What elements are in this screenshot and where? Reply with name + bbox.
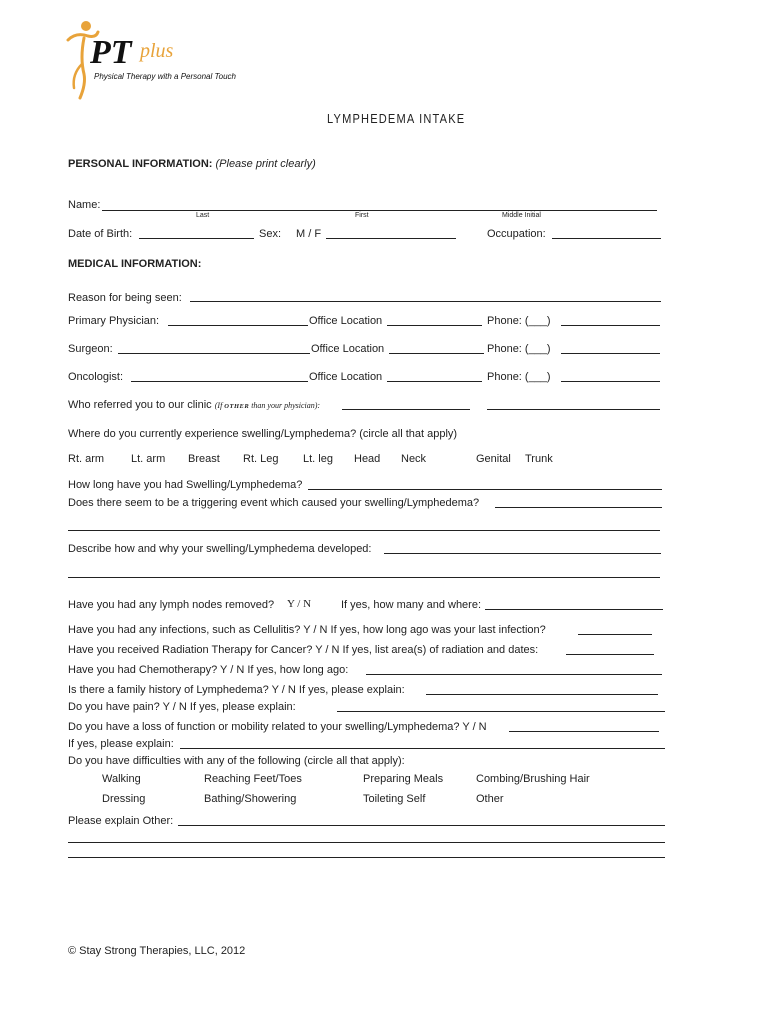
location-neck[interactable]: Neck [401, 453, 427, 465]
difficulty-bathing[interactable]: Bathing/Showering [204, 793, 297, 805]
primary-phone-label: Phone: (___) [487, 315, 551, 327]
swelling-question: Where do you currently experience swelling/Lymphedema? (circle all that apply) [68, 428, 458, 440]
referred-note-post: than your physician): [249, 401, 321, 410]
dob-field[interactable] [139, 238, 254, 239]
explain-other-label: Please explain Other: [68, 815, 174, 827]
pain-field[interactable] [337, 711, 665, 712]
personal-heading: PERSONAL INFORMATION: [68, 158, 213, 170]
surgeon-field[interactable] [118, 353, 310, 354]
infection-question: Have you had any infections, such as Cellulitis? Y / N If yes, how long ago was your last infection? [68, 624, 546, 636]
personal-heading-row [68, 158, 316, 170]
location-lt-leg[interactable]: Lt. leg [303, 453, 333, 465]
explain-other-field-3[interactable] [68, 857, 665, 858]
oncologist-field[interactable] [131, 381, 308, 382]
referred-note [215, 401, 320, 410]
location-genital[interactable]: Genital [476, 453, 511, 465]
oncologist-phone-field[interactable] [561, 381, 660, 382]
name-field[interactable] [102, 210, 657, 211]
family-question: Is there a family history of Lymphedema? Y / N If yes, please explain: [68, 684, 405, 696]
difficulty-combing[interactable]: Combing/Brushing Hair [476, 773, 590, 785]
location-rt-leg[interactable]: Rt. Leg [243, 453, 279, 465]
difficulty-toileting[interactable]: Toileting Self [363, 793, 426, 805]
nodes-field[interactable] [485, 609, 663, 610]
referred-note-other: OTHER [224, 403, 250, 410]
difficulty-other[interactable]: Other [476, 793, 504, 805]
sex-field[interactable] [326, 238, 456, 239]
referred-field-2[interactable] [487, 409, 660, 410]
pain-question: Do you have pain? Y / N If yes, please explain: [68, 701, 296, 713]
surgeon-office-field[interactable] [389, 353, 484, 354]
reason-label: Reason for being seen: [68, 292, 182, 304]
describe-field-2[interactable] [68, 577, 660, 578]
family-field[interactable] [426, 694, 658, 695]
explain-other-field-2[interactable] [68, 842, 665, 843]
location-breast[interactable]: Breast [188, 453, 220, 465]
dob-label: Date of Birth: [68, 228, 133, 240]
difficulties-question: Do you have difficulties with any of the following (circle all that apply): [68, 755, 405, 767]
trigger-field[interactable] [495, 507, 662, 508]
nodes-question: Have you had any lymph nodes removed? [68, 599, 275, 611]
logo [62, 18, 236, 104]
radiation-field[interactable] [566, 654, 654, 655]
reason-field[interactable] [190, 301, 661, 302]
infection-field[interactable] [578, 634, 652, 635]
oncologist-office-field[interactable] [387, 381, 482, 382]
function-question: Do you have a loss of function or mobility related to your swelling/Lymphedema? Y / N [68, 721, 487, 733]
describe-field[interactable] [384, 553, 661, 554]
name-label: Name: [68, 199, 101, 211]
explain-other-field[interactable] [178, 825, 665, 826]
occupation-field[interactable] [552, 238, 661, 239]
primary-physician-label: Primary Physician: [68, 315, 160, 327]
chemo-question: Have you had Chemotherapy? Y / N If yes, how long ago: [68, 664, 349, 676]
chemo-field[interactable] [366, 674, 662, 675]
function-explain-field[interactable] [180, 748, 665, 749]
primary-office-field[interactable] [387, 325, 482, 326]
difficulty-dressing[interactable]: Dressing [102, 793, 146, 805]
first-label: First [355, 212, 369, 219]
referred-note-pre: (If [214, 401, 225, 410]
occupation-label: Occupation: [487, 228, 546, 240]
surgeon-office-label: Office Location [311, 343, 385, 355]
primary-phone-field[interactable] [561, 325, 660, 326]
sex-options[interactable]: M / F [296, 228, 322, 240]
sex-label: Sex: [259, 228, 282, 240]
nodes-follow: If yes, how many and where: [341, 599, 482, 611]
last-label: Last [196, 212, 210, 219]
referred-row [68, 399, 320, 411]
difficulty-meals[interactable]: Preparing Meals [363, 773, 444, 785]
referred-label: Who referred you to our clinic [68, 399, 212, 411]
difficulty-reaching[interactable]: Reaching Feet/Toes [204, 773, 302, 785]
surgeon-phone-label: Phone: (___) [487, 343, 551, 355]
referred-field[interactable] [342, 409, 470, 410]
personal-heading-note: (Please print clearly) [215, 158, 316, 170]
primary-office-label: Office Location [309, 315, 383, 327]
function-follow: If yes, please explain: [68, 738, 174, 750]
location-rt-arm[interactable]: Rt. arm [68, 453, 105, 465]
logo-pt: PT [90, 34, 132, 71]
function-field[interactable] [509, 731, 659, 732]
location-trunk[interactable]: Trunk [525, 453, 553, 465]
primary-physician-field[interactable] [168, 325, 308, 326]
surgeon-phone-field[interactable] [561, 353, 660, 354]
logo-plus: plus [140, 40, 174, 62]
surgeon-label: Surgeon: [68, 343, 113, 355]
how-long-field[interactable] [308, 489, 662, 490]
trigger-question: Does there seem to be a triggering event which caused your swelling/Lymphedema? [68, 497, 480, 509]
oncologist-label: Oncologist: [68, 371, 124, 383]
logo-tagline: Physical Therapy with a Personal Touch [94, 72, 236, 81]
middle-initial-label: Middle Initial [502, 212, 541, 219]
difficulty-walking[interactable]: Walking [102, 773, 141, 785]
oncologist-phone-label: Phone: (___) [487, 371, 551, 383]
trigger-field-2[interactable] [68, 530, 660, 531]
location-lt-arm[interactable]: Lt. arm [131, 453, 166, 465]
oncologist-office-label: Office Location [309, 371, 383, 383]
medical-heading: MEDICAL INFORMATION: [68, 258, 202, 270]
describe-question: Describe how and why your swelling/Lymphedema developed: [68, 543, 372, 555]
nodes-yn[interactable]: Y / N [287, 598, 312, 610]
page-title: LYMPHEDEMA INTAKE [327, 111, 466, 126]
how-long-question: How long have you had Swelling/Lymphedema? [68, 479, 303, 491]
radiation-question: Have you received Radiation Therapy for Cancer? Y / N If yes, list area(s) of radiation and dates: [68, 644, 539, 656]
footer-copyright: © Stay Strong Therapies, LLC, 2012 [68, 945, 246, 957]
location-head[interactable]: Head [354, 453, 381, 465]
